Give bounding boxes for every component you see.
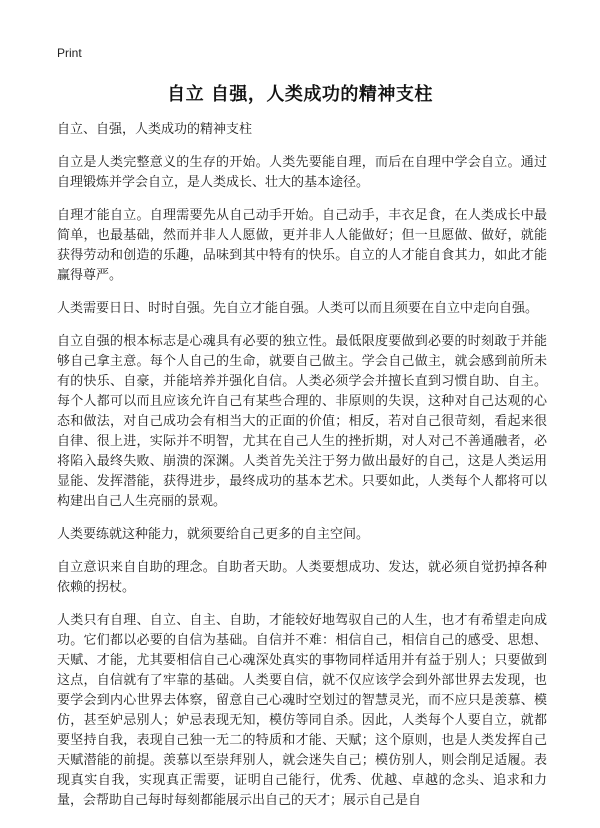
article-title: 自立 自强，人类成功的精神支柱: [167, 84, 433, 105]
article-paragraph: 人类要练就这种能力，就须要给自己更多的自主空间。: [57, 527, 370, 542]
print-link[interactable]: Print: [57, 46, 82, 60]
article-paragraph: 自立自强的根本标志是心魂具有必要的独立性。最低限度要做到必要的时刻敢于并能够自己拿主意。每个人自己的生命，就要自己做主。学会自己做主，就会感到前所未有的快乐、自豪，并能培养并强化自信。人类必须学会并擅长直到习惯自助、自主。每个人都可以而且应该允许自己有某些合理的、非原则的失误，这种对自己达观的心态和做法，对自己成功会有相当大的正面的价值；相反，若对自己很苛刻，看起来很自律、很上进，实际并不明智，尤其在自己人生的挫折期，对人对己不善通融者，必将陷入最终失败、崩溃的深渊。人类首先关注于努力做出最好的自己，这是人类运用显能、发挥潜能，获得进步，最终成功的基本艺术。只要如此，人类每个人都将可以构建出自己人生亮丽的景观。: [57, 334, 547, 509]
article-paragraph: 自立、自强，人类成功的精神支柱: [57, 122, 253, 137]
article-body: [57, 120, 547, 824]
article-paragraph: 自立是人类完整意义的生存的开始。人类先要能自理，而后在自理中学会自立。通过自理锻炼并学会自立，是人类成长、壮大的基本途径。: [57, 155, 547, 190]
article-paragraph: 自理才能自立。自理需要先从自己动手开始。自己动手，丰衣足食，在人类成长中最简单，也最基础，然而并非人人愿做，更并非人人能做好；但一旦愿做、做好，就能获得劳动和创造的乐趣，品味到其中特有的快乐。自立的人才能自食其力，如此才能赢得尊严。: [57, 208, 547, 283]
article-paragraph: 人类只有自理、自立、自主、自助，才能较好地驾驭自己的人生，也才有希望走向成功。它们都以必要的自信为基础。自信并不难：相信自己，相信自己的感受、思想、天赋、才能，尤其要相信自己心魂深处真实的事物同样适用并有益于别人；只要做到这点，自信就有了牢靠的基础。人类要自信，就不仅应该学会到外部世界去发现，也要学会到内心世界去体察，留意自己心魂时空划过的智慧灵光，而不应只是羡慕、模仿，甚至妒忌别人；妒忌表现无知，模仿等同自杀。因此，人类每个人要自立，就都要坚持自我，表现自己独一无二的特质和才能、天赋；这个原则，也是人类发挥自己天赋潜能的前提。羡慕以至崇拜别人，就会迷失自己；模仿别人，则会削足适履。表现真实自我，实现真正需要，证明自己能行，优秀、优越、卓越的念头、追求和力量，会帮助自己每时每刻都能展示出自己的天才；展示自己是自: [57, 613, 547, 808]
article-paragraph: 人类需要日日、时时自强。先自立才能自强。人类可以而且须要在自立中走向自强。: [57, 301, 539, 316]
article-paragraph: 自立意识来自自助的理念。自助者天助。人类要想成功、发达，就必须自觉扔掉各种依赖的拐杖。: [57, 560, 547, 595]
